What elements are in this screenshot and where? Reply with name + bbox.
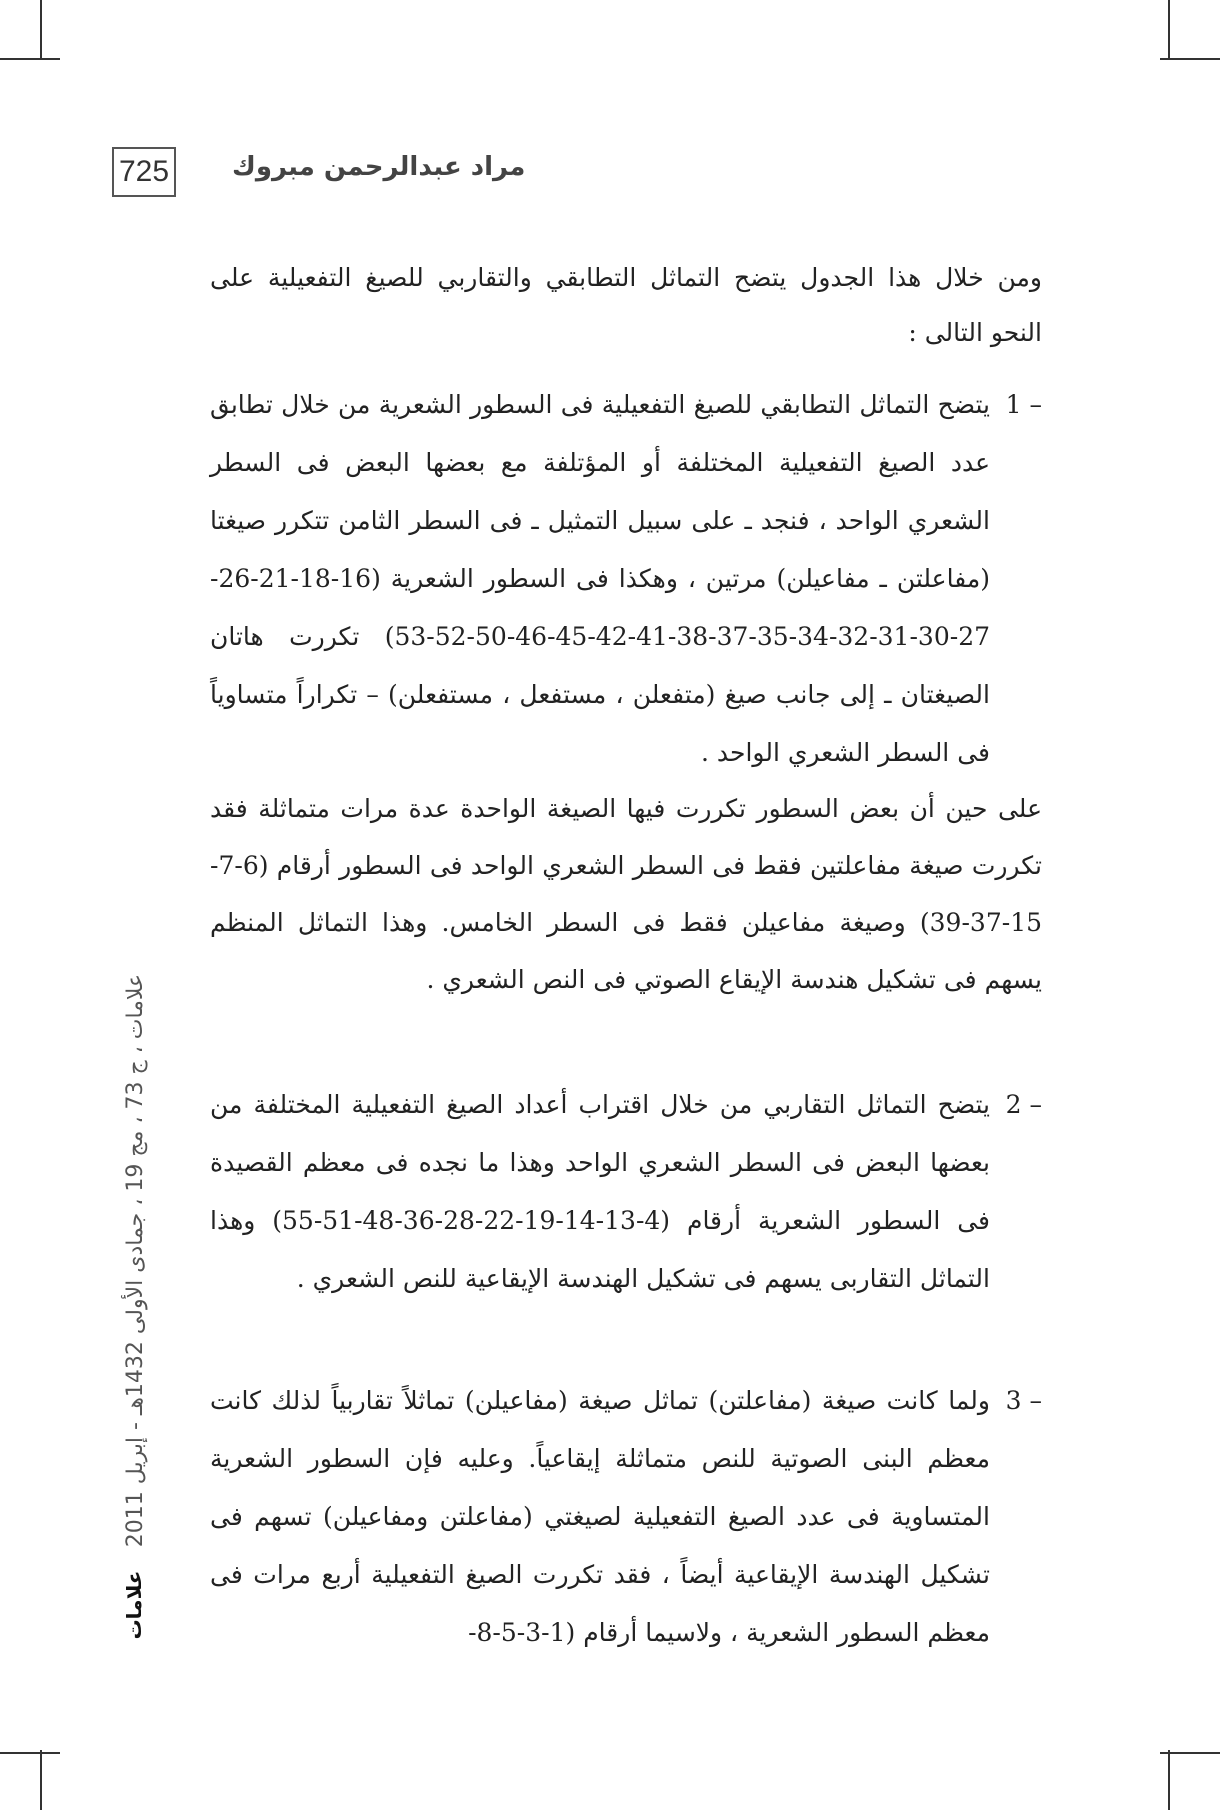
list-item-text: يتضح التماثل التقاربي من خلال اقتراب أعداد الصيغ التفعيلية المختلفة من بعضها البعض فى السطر الشعري الواحد وهذا ما نجده فى معظم القصيدة فى السطور الشعرية أرقام (4-13-14-19-22-28-36-48-51-55) وهذا التماثل التقاربى يسهم فى تشكيل الهندسة الإيقاعية للنص الشعري .	[210, 1090, 990, 1293]
list-item-text: ولما كانت صيغة (مفاعلتن) تماثل صيغة (مفاعيلن) تماثلاً تقاربياً لذلك كانت معظم البنى الصوتية للنص متماثلة إيقاعياً. وعليه فإن السطور الشعرية المتساوية فى عدد الصيغ التفعيلية لصيغتي (مفاعلتن ومفاعيلن) تسهم فى تشكيل الهندسة الإيقاعية أيضاً ، فقد تكررت الصيغ التفعيلية أربع مرات فى معظم السطور الشعرية ، ولاسيما أرقام (1-3-5-8-	[210, 1386, 990, 1647]
crop-mark	[0, 58, 60, 60]
crop-mark	[40, 1750, 42, 1810]
journal-logo: علامات	[122, 1570, 146, 1640]
list-item-number: 2 –	[1005, 1090, 1042, 1119]
list-item	[210, 376, 1042, 782]
body-paragraph: على حين أن بعض السطور تكررت فيها الصيغة الواحدة عدة مرات متماثلة فقد تكررت صيغة مفاعلتين فقط فى السطر الشعري الواحد فى السطور أرقام (6-7-15-37-39) وصيغة مفاعيلن فقط فى السطر الخامس. وهذا التماثل المنظم يسهم فى تشكيل هندسة الإيقاع الصوتي فى النص الشعري .	[210, 794, 1042, 994]
list-item-text: يتضح التماثل التطابقي للصيغ التفعيلية فى السطور الشعرية من خلال تطابق عدد الصيغ التفعيلية المختلفة أو المؤتلفة مع بعضها البعض فى السطر الشعري الواحد ، فنجد ـ على سبيل التمثيل ـ فى السطر الثامن تتكرر صيغتا (مفاعلتن ـ مفاعيلن) مرتين ، وهكذا فى السطور الشعرية (16-18-21-26-27-30-31-32-34-35-37-38-41-42-45-46-50-52-53) تكررت هاتان الصيغتان ـ إلى جانب صيغ (متفعلن ، مستفعل ، مستفعلن) – تكراراً متساوياً فى السطر الشعري الواحد .	[210, 390, 990, 767]
journal-sidebar	[108, 940, 164, 1580]
crop-mark	[1160, 58, 1220, 60]
intro-paragraph: ومن خلال هذا الجدول يتضح التماثل التطابقي والتقاربي للصيغ التفعيلية على النحو التالى :	[210, 263, 1042, 347]
list-item-number: 1 –	[1005, 390, 1042, 419]
running-head-author: مراد عبدالرحمن مبروك	[232, 152, 526, 182]
crop-mark	[40, 0, 42, 60]
crop-mark	[1168, 1750, 1170, 1810]
crop-mark	[0, 1752, 60, 1754]
list-item	[210, 1372, 1042, 1662]
crop-mark	[1168, 0, 1170, 60]
crop-mark	[1160, 1752, 1220, 1754]
list-item-number: 3 –	[1005, 1386, 1042, 1415]
page-number: 725	[112, 147, 176, 197]
list-item	[210, 1076, 1042, 1308]
journal-info: علامات ، ج 73 ، مج 19 ، جمادى الأولى 1432هـ - إبريل 2011	[123, 973, 149, 1547]
